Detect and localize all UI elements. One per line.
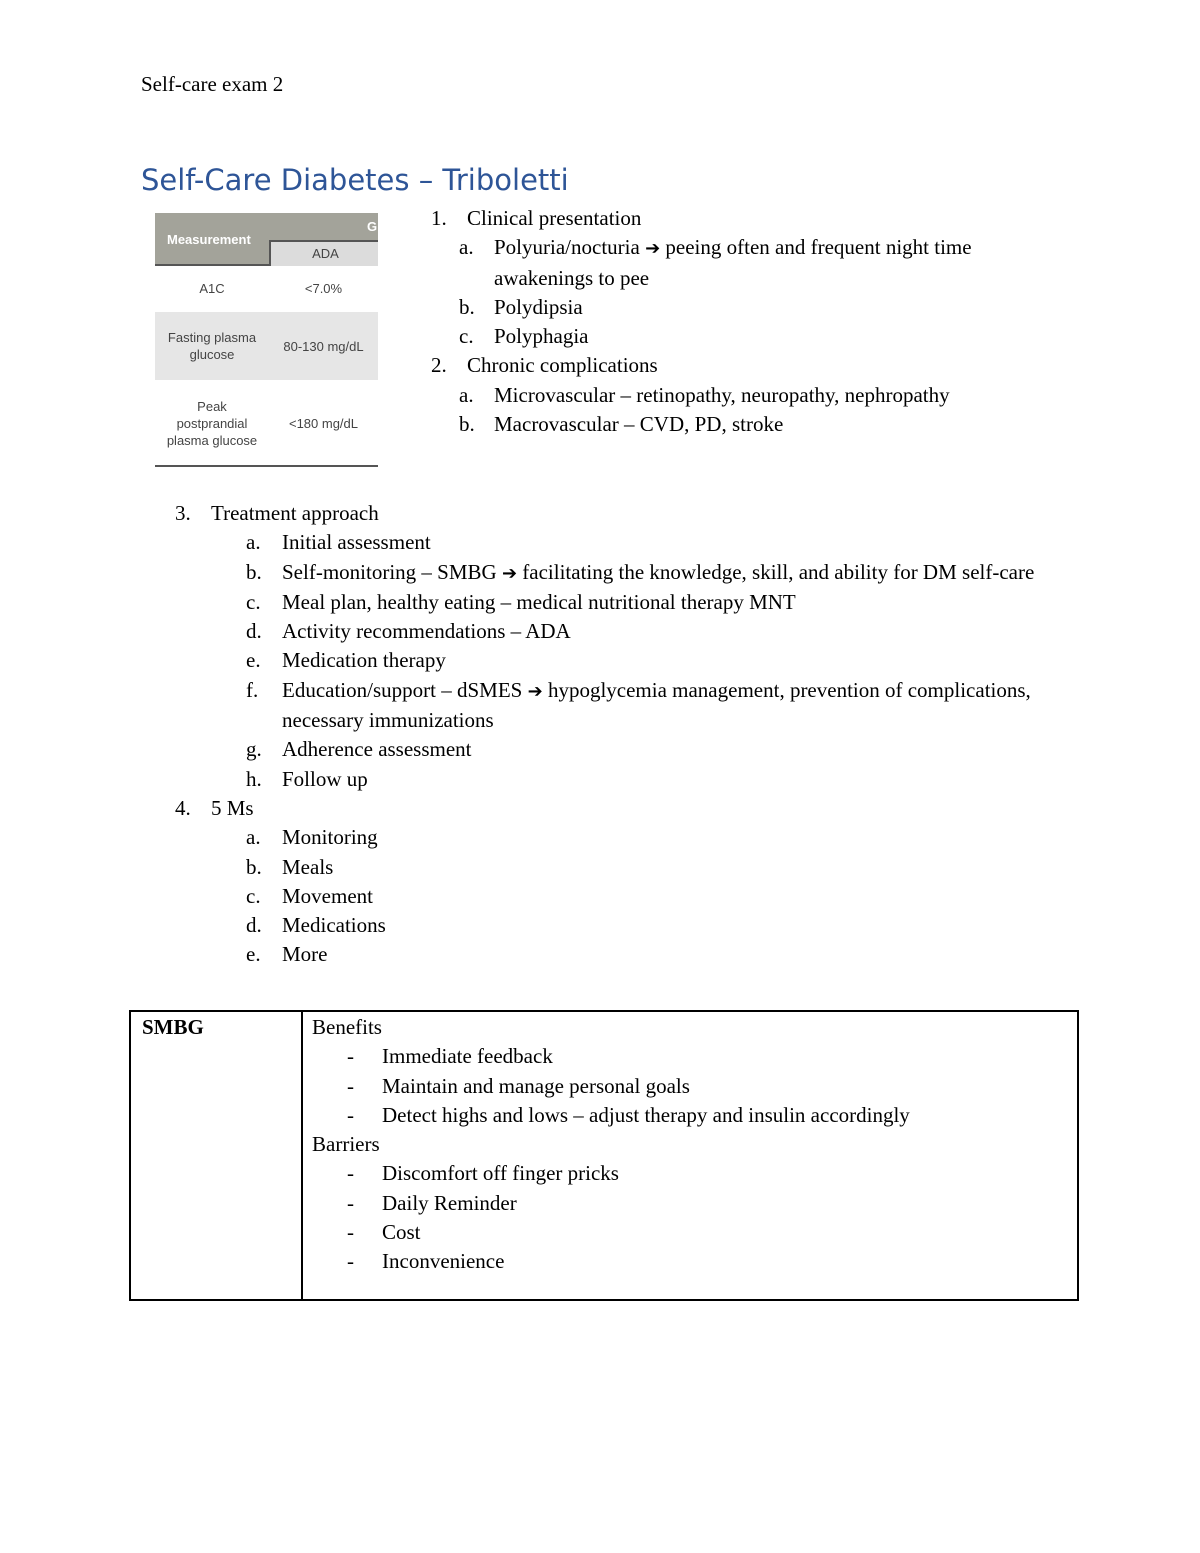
list-item: 1. Clinical presentation (431, 206, 642, 230)
outline-top (431, 204, 1071, 439)
list-item: a. Monitoring (246, 825, 378, 850)
column-divider (301, 1012, 303, 1299)
list-item: - Immediate feedback (347, 1044, 553, 1069)
row-peak-measure: Peak postprandial plasma glucose (166, 399, 258, 448)
list-item: 3. Treatment approach (175, 501, 379, 525)
list-item: - Daily Reminder (347, 1190, 517, 1215)
row-peak-ada: <180 mg/dL (288, 416, 359, 431)
list-item: f. Education/support – dSMES ➔ hypoglycemia management, prevention of complications, necessary immunizations (246, 677, 1031, 733)
row-a1c-measure: A1C (199, 281, 225, 296)
row-fasting-measure: Fasting plasma glucose (167, 330, 257, 362)
table-bottom-rule (155, 465, 378, 467)
list-item: c. Movement (246, 883, 373, 908)
list-item: a. Microvascular – retinopathy, neuropathy, nephropathy (459, 382, 950, 407)
list-item: c. Meal plan, healthy eating – medical nutritional therapy MNT (246, 589, 796, 614)
list-item: b. Self-monitoring – SMBG ➔ facilitating the knowledge, skill, and ability for DM self-care (246, 559, 1035, 584)
list-item: e. More (246, 942, 328, 967)
row-fasting-ada: 80-130 mg/dL (283, 339, 364, 354)
header-rule (155, 264, 271, 266)
header-ada: ADA (269, 240, 378, 266)
smbg-details (312, 1013, 1067, 1277)
list-item: d. Activity recommendations – ADA (246, 619, 571, 644)
arrow-right-icon: ➔ (645, 238, 661, 260)
list-item: b. Polydipsia (459, 294, 583, 319)
list-item: h. Follow up (246, 766, 368, 791)
list-item: b. Meals (246, 854, 334, 879)
list-item: - Inconvenience (347, 1249, 505, 1274)
arrow-right-icon: ➔ (527, 680, 543, 702)
document-title: Self-Care Diabetes – Triboletti (141, 163, 569, 197)
glycemic-goals-table-image (155, 213, 378, 467)
list-item: - Discomfort off finger pricks (347, 1161, 619, 1186)
page-header: Self-care exam 2 (141, 72, 284, 96)
barriers-heading: Barriers (312, 1132, 380, 1157)
list-item: a. Initial assessment (246, 530, 431, 555)
list-item: 2. Chronic complications (431, 353, 658, 378)
outline-bottom (175, 499, 1055, 970)
smbg-table (129, 1010, 1079, 1301)
list-item: a. Polyuria/nocturia ➔ peeing often and frequent night time awakenings to pee (459, 235, 972, 290)
list-item: - Cost (347, 1220, 421, 1245)
list-item: c. Polyphagia (459, 324, 589, 349)
list-item: 4. 5 Ms (175, 795, 254, 820)
list-item: g. Adherence assessment (246, 737, 472, 762)
header-goals-truncated: G (367, 219, 378, 234)
list-item: - Detect highs and lows – adjust therapy and insulin accordingly (347, 1102, 910, 1127)
list-item: - Maintain and manage personal goals (347, 1073, 690, 1098)
smbg-label: SMBG (142, 1015, 204, 1039)
row-a1c-ada: <7.0% (304, 281, 343, 296)
header-measurement: Measurement (167, 232, 251, 247)
arrow-right-icon: ➔ (501, 562, 518, 584)
benefits-heading: Benefits (312, 1015, 382, 1039)
list-item: d. Medications (246, 913, 386, 938)
list-item: b. Macrovascular – CVD, PD, stroke (459, 412, 784, 437)
list-item: e. Medication therapy (246, 648, 446, 673)
